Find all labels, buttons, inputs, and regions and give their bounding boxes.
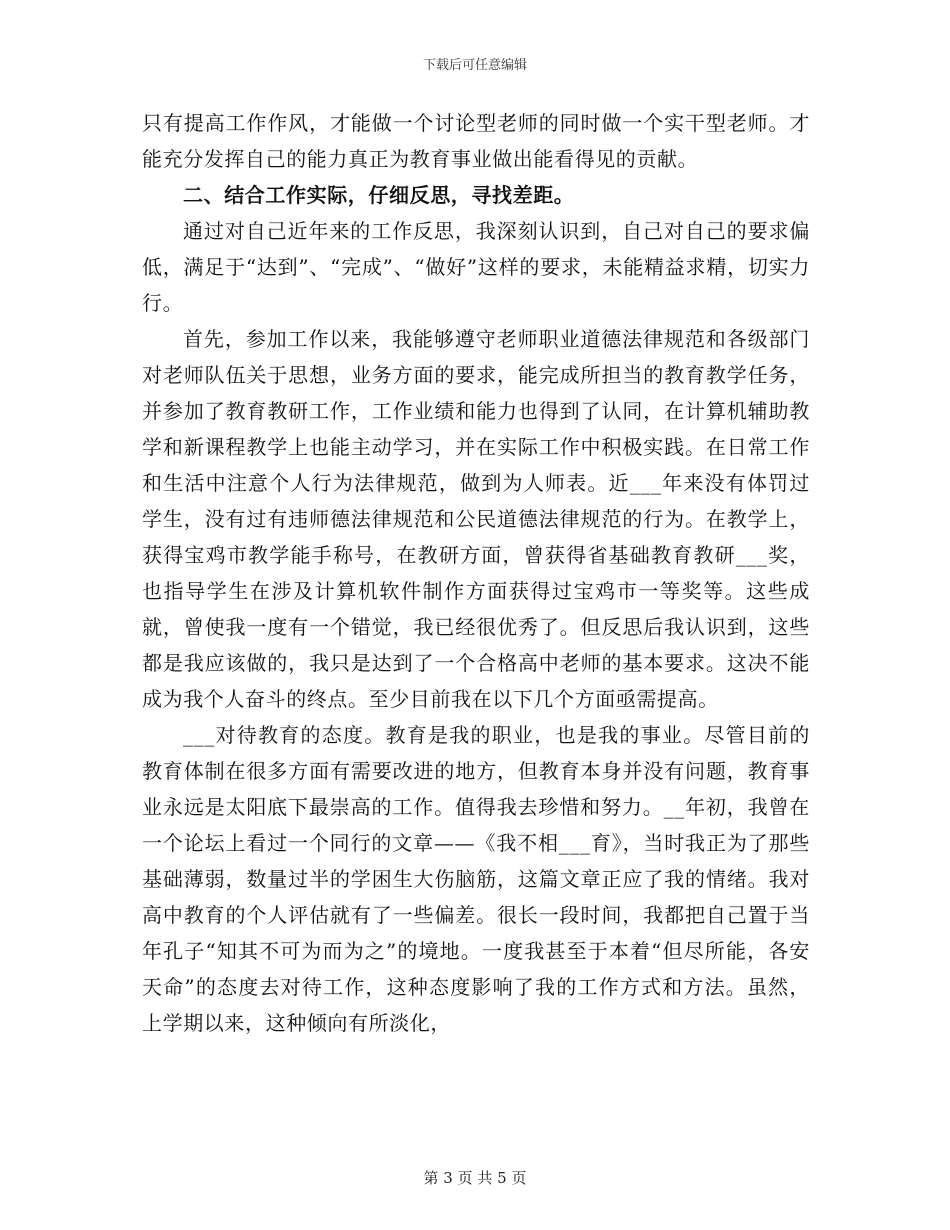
section-heading: 二、结合工作实际，仔细反思，寻找差距。 bbox=[183, 183, 575, 207]
paragraph-continuation: 只有提高工作作风，才能做一个讨论型老师的同时做一个实干型老师。才能充分发挥自己的能力真正为教育事业做出能看得见的贡献。 bbox=[142, 111, 810, 171]
paragraph-first: 首先，参加工作以来，我能够遵守老师职业道德法律规范和各级部门对老师队伍关于思想，业务方面的要求，能完成所担当的教育教学任务，并参加了教育教研工作，工作业绩和能力也得到了认同，在计算机辅助教学和新课程教学上也能主动学习，并在实际工作中积极实践。在日常工作和生活中注意个人行为法律规范，做到为人师表。近___年来没有体罚过学生，没有过有违师德法律规范和公民道德法律规范的行为。在教学上，获得宝鸡市教学能手称号，在教研方面，曾获得省基础教育教研___奖，也指导学生在涉及计算机软件制作方面获得过宝鸡市一等奖等。这些成就，曾使我一度有一个错觉，我已经很优秀了。但反思后我认识到，这些都是我应该做的，我只是达到了一个合格高中老师的基本要求。这决不能成为我个人奋斗的终点。至少目前我在以下几个方面亟需提高。 bbox=[142, 327, 810, 711]
page-footer: 第 3 页 共 5 页 bbox=[423, 1169, 527, 1187]
document-body bbox=[142, 105, 810, 1041]
paragraph-reflection: 通过对自己近年来的工作反思，我深刻认识到，自己对自己的要求偏低，满足于“达到”、“完成”、“做好”这样的要求，未能精益求精，切实力行。 bbox=[142, 219, 810, 315]
page-header: 下载后可任意编辑 bbox=[422, 58, 527, 73]
paragraph-attitude: ___对待教育的态度。教育是我的职业，也是我的事业。尽管目前的教育体制在很多方面有需要改进的地方，但教育本身并没有问题，教育事业永远是太阳底下最崇高的工作。值得我去珍惜和努力。__年初，我曾在一个论坛上看过一个同行的文章——《我不相___育》，当时我正为了那些基础薄弱，数量过半的学困生大伤脑筋，这篇文章正应了我的情绪。我对高中教育的个人评估就有了一些偏差。很长一段时间，我都把自己置于当年孔子“知其不可为而为之”的境地。一度我甚至于本着“但尽所能，各安天命”的态度去对待工作，这种态度影响了我的工作方式和方法。虽然，上学期以来，这种倾向有所淡化， bbox=[142, 723, 810, 1035]
